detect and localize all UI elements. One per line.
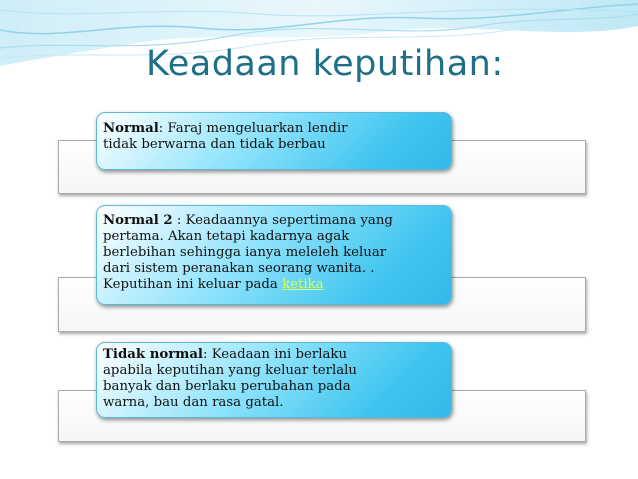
card-normal-2-label: Normal 2 — [103, 213, 173, 228]
card-tidak-normal — [96, 342, 452, 418]
ketika-link[interactable]: ketika — [282, 277, 324, 292]
card-normal-2 — [96, 205, 452, 305]
card-normal-label: Normal — [103, 121, 159, 136]
card-normal-text: : Faraj mengeluarkan lendir tidak berwarna dan tidak berbau — [103, 121, 348, 152]
card-tidak-normal-label: Tidak normal — [103, 347, 203, 362]
card-normal — [96, 112, 452, 170]
card-normal-2-text: : Keadaannya sepertimana yang pertama. Akan tetapi kadarnya agak berlebihan sehingga ianya meleleh keluar dari sistem peranakan seorang wanita. . Keputihan ini keluar pada — [103, 213, 393, 292]
card-tidak-normal-text: : Keadaan ini berlaku apabila keputihan yang keluar terlalu banyak dan berlaku perubahan pada warna, bau dan rasa gatal. — [103, 347, 357, 410]
slide-title: Keadaan keputihan: — [146, 44, 504, 84]
